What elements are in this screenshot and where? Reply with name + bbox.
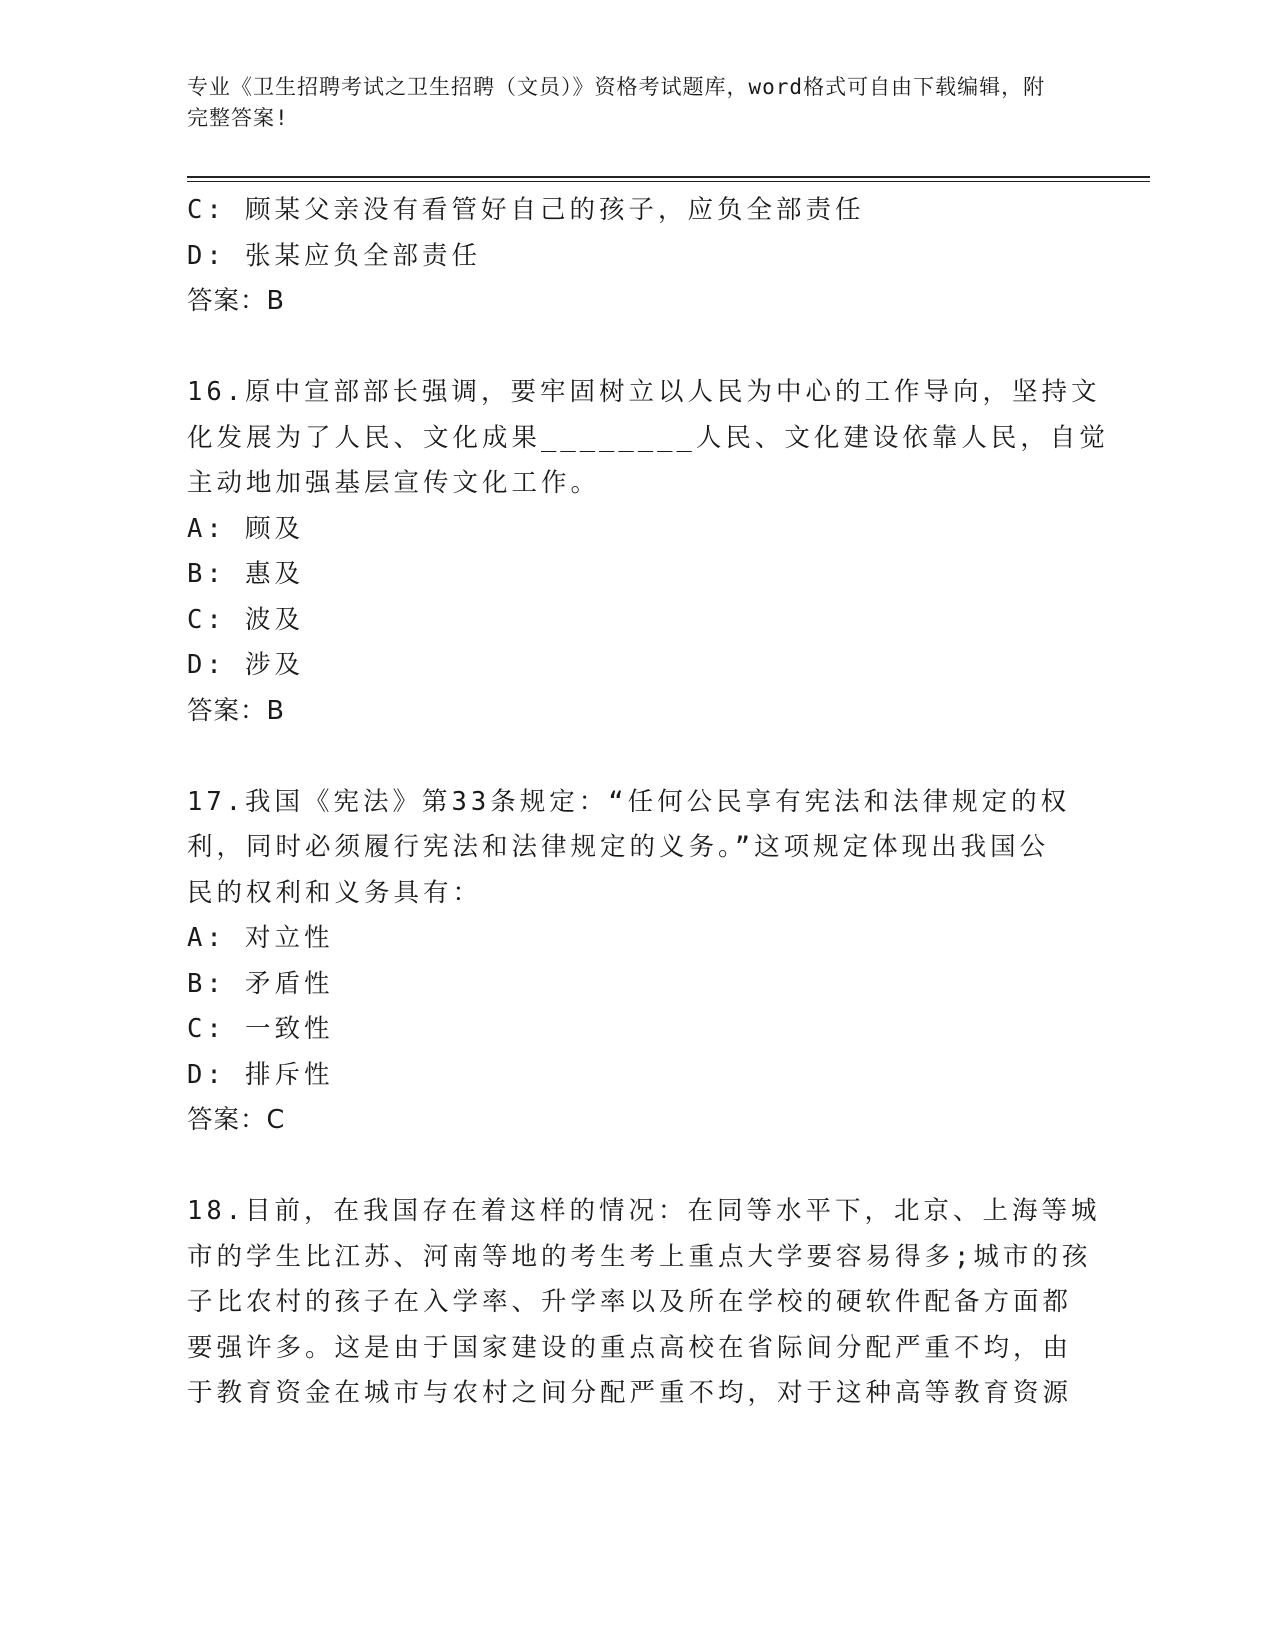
option-b: B: 惠及 [187, 559, 305, 589]
question-text-line: 市的学生比江苏、河南等地的考生考上重点大学要容易得多;城市的孩 [187, 1241, 1092, 1272]
answer-line: 答案：C [187, 1105, 286, 1135]
question-list [187, 188, 1109, 1417]
question-text-line: 17.我国《宪法》第33条规定：“任何公民享有宪法和法律规定的权 [187, 786, 1071, 817]
question-text-line: 于教育资金在城市与农村之间分配严重不均，对于这种高等教育资源 [187, 1378, 1073, 1408]
document-title: 专业《卫生招聘考试之卫生招聘（文员）》资格考试题库，word格式可自由下载编辑，附完整答案! [187, 75, 1046, 130]
option-a: A: 顾及 [187, 513, 305, 544]
question-text-line: 子比农村的孩子在入学率、升学率以及所在学校的硬软件配备方面都 [187, 1287, 1073, 1317]
option-d: D: 涉及 [187, 650, 305, 680]
header-divider-thick [187, 176, 1150, 178]
question-text-line: 利，同时必须履行宪法和法律规定的义务。”这项规定体现出我国公 [187, 832, 1050, 862]
question-text-line: 16.原中宣部部长强调，要牢固树立以人民为中心的工作导向，坚持文 [187, 377, 1101, 407]
option-d: D: 排斥性 [187, 1059, 334, 1090]
spacer [187, 325, 1067, 371]
prev-question-block [187, 188, 1067, 325]
answer-line: 答案：B [187, 695, 285, 726]
spacer [187, 734, 1067, 780]
question-text-line: 要强许多。这是由于国家建设的重点高校在省际间分配严重不均，由 [187, 1332, 1073, 1363]
option-c: C: 顾某父亲没有看管好自己的孩子，应负全部责任 [187, 195, 865, 225]
document-header [187, 72, 1067, 134]
question-text-line: 主动地加强基层宣传文化工作。 [187, 468, 601, 498]
option-c: C: 波及 [187, 604, 305, 635]
question-text-line: 18.目前，在我国存在着这样的情况：在同等水平下，北京、上海等城 [187, 1196, 1101, 1226]
option-b: B: 矛盾性 [187, 968, 334, 999]
question-17 [187, 780, 1071, 1144]
question-text-line: 化发展为了人民、文化成果________人民、文化建设依靠人民，自觉 [187, 422, 1109, 453]
option-c: C: 一致性 [187, 1014, 334, 1044]
question-text-line: 民的权利和义务具有： [187, 877, 483, 908]
option-a: A: 对立性 [187, 923, 334, 953]
option-d: D: 张某应负全部责任 [187, 240, 482, 271]
question-16 [187, 370, 1109, 734]
answer-line: 答案：B [187, 286, 285, 316]
header-divider-thin [187, 181, 1150, 182]
question-18 [187, 1189, 1101, 1417]
spacer [187, 1144, 1067, 1190]
